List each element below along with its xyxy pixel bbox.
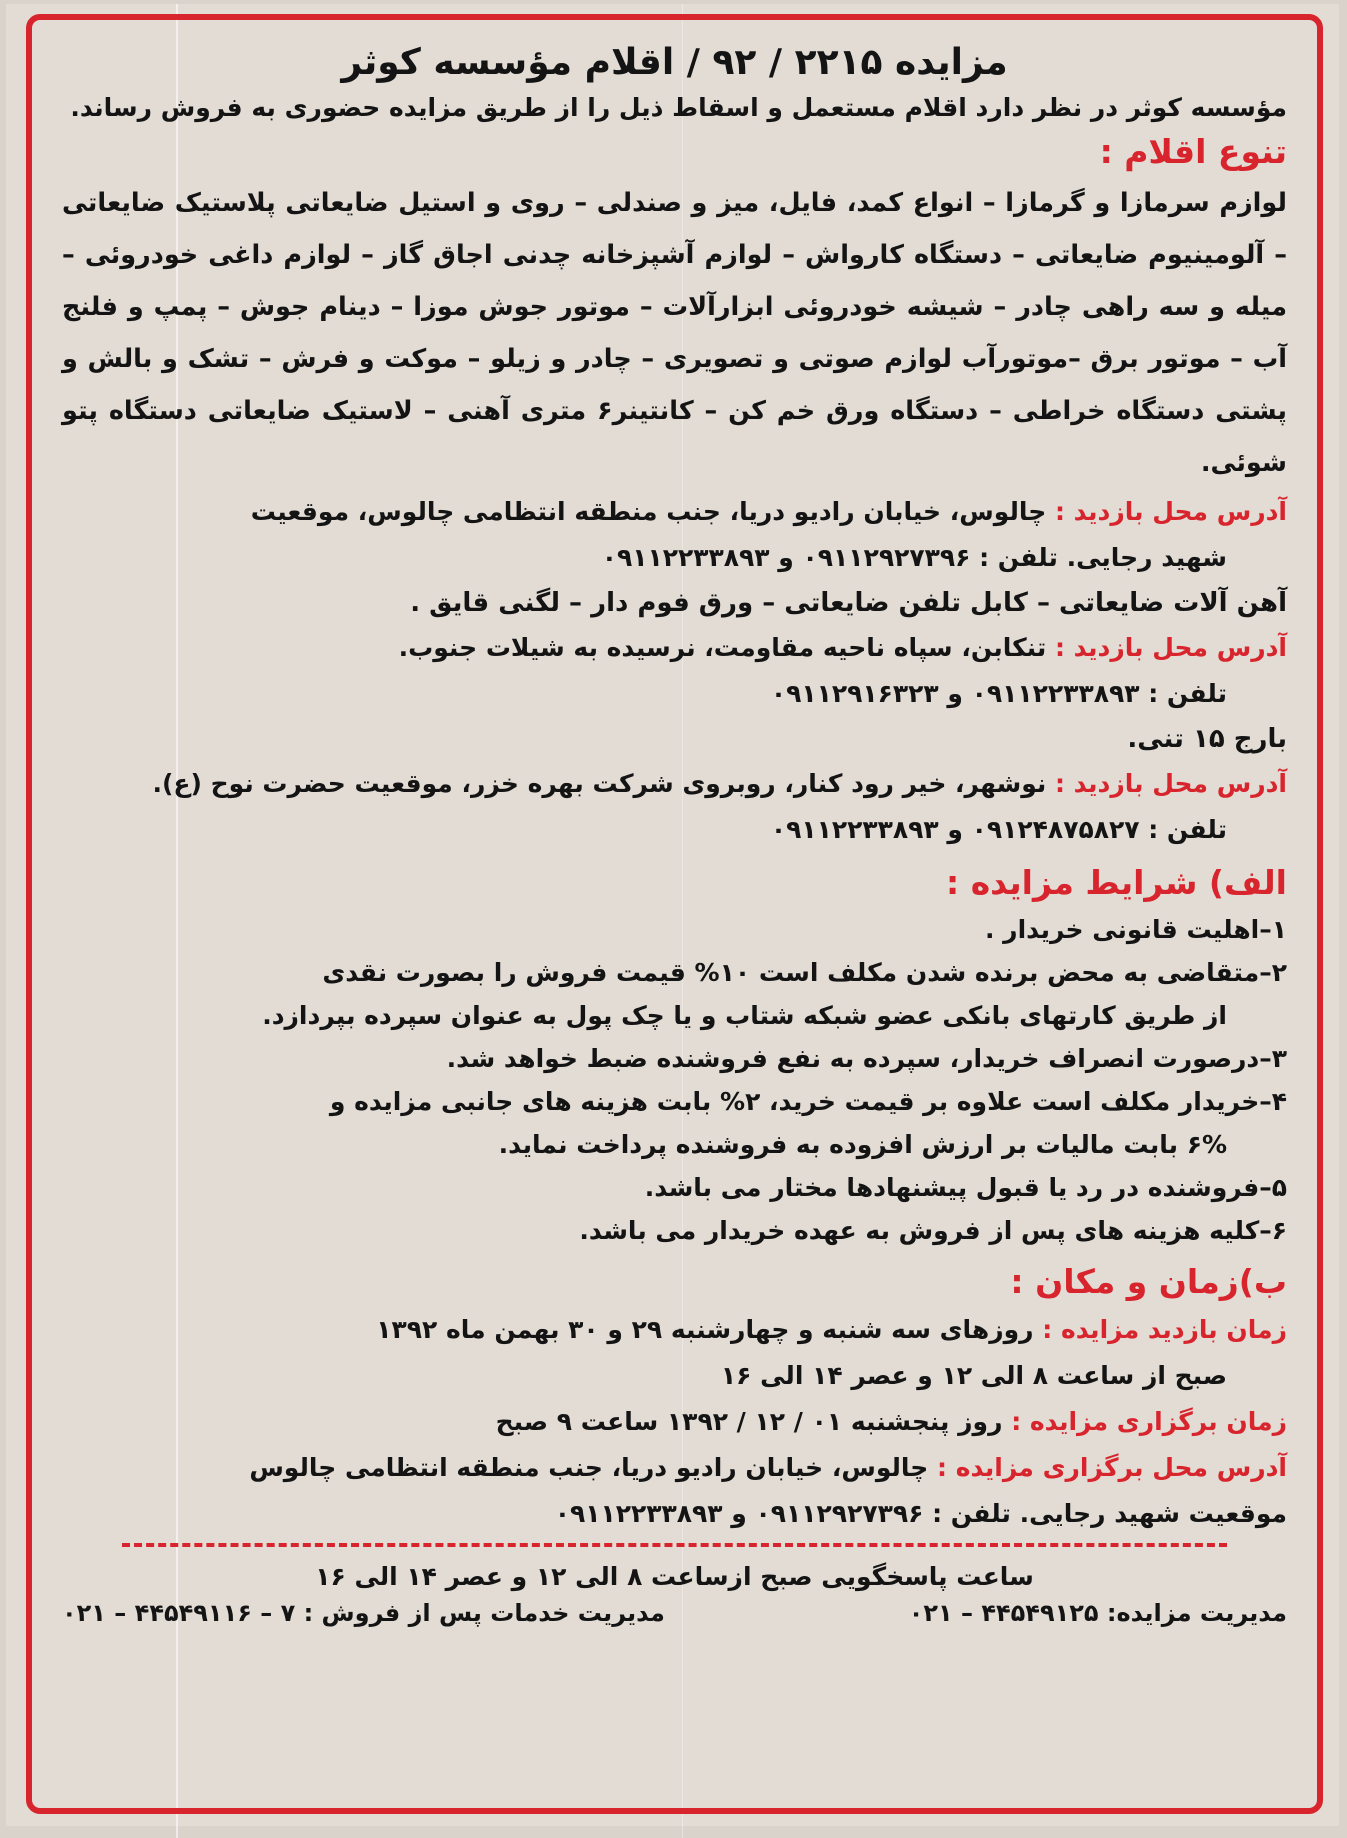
visit-address-text: نوشهر، خیر رود کنار، روبروی شرکت بهره خزر، موقعیت حضرت نوح (ع). [152, 769, 1047, 798]
newspaper-clipping [6, 4, 1339, 1826]
visit-time-text: روزهای سه شنبه و چهارشنبه ۲۹ و ۳۰ بهمن ماه ۱۳۹۲ [376, 1315, 1034, 1344]
dashed-divider [122, 1543, 1227, 1547]
advertisement-frame [26, 14, 1323, 1814]
auction-place-cont: موقعیت شهید رجایی. تلفن : ۰۹۱۱۲۹۲۷۳۹۶ و ۰۹۱۱۲۲۳۳۸۹۳ [554, 1499, 1287, 1528]
conditions-heading: الف) شرایط مزایده : [946, 863, 1287, 902]
response-hours: ساعت پاسخگویی صبح ازساعت ۸ الی ۱۲ و عصر ۱۴ الی ۱۶ [315, 1562, 1034, 1591]
visit-address-1 [62, 489, 1287, 581]
visit-address-label: آدرس محل بازدید : [1054, 769, 1287, 798]
visit-phone: تلفن : ۰۹۱۲۴۸۷۵۸۲۷ و ۰۹۱۱۲۲۳۳۸۹۳ [770, 815, 1227, 844]
visit-time-hours: صبح از ساعت ۸ الی ۱۲ و عصر ۱۴ الی ۱۶ [720, 1361, 1227, 1390]
condition-item-cont: ۶% بابت مالیات بر ارزش افزوده به فروشنده پرداخت نماید. [498, 1130, 1227, 1159]
visit-time [62, 1307, 1287, 1537]
conditions-list [62, 908, 1287, 1252]
auction-place-label: آدرس محل برگزاری مزایده : [937, 1453, 1287, 1482]
condition-item: ۱–اهلیت قانونی خریدار . [984, 915, 1287, 944]
contact-line [62, 1599, 1287, 1627]
ad-title: مزایده ۲۲۱۵ / ۹۲ / اقلام مؤسسه کوثر [341, 42, 1008, 83]
condition-item: ۶–کلیه هزینه های پس از فروش به عهده خریدار می باشد. [579, 1216, 1287, 1245]
visit-address-label: آدرس محل بازدید : [1054, 497, 1287, 526]
condition-item: ۴–خریدار مکلف است علاوه بر قیمت خرید، ۲% بابت هزینه های جانبی مزایده و [329, 1087, 1287, 1116]
auction-place-text: چالوس، خیابان رادیو دریا، جنب منطقه انتظامی چالوس [249, 1453, 929, 1482]
auction-time-text: روز پنجشنبه ۰۱ / ۱۲ / ۱۳۹۲ ساعت ۹ صبح [495, 1407, 1003, 1436]
visit-address-cont: شهید رجایی. تلفن : ۰۹۱۱۲۹۲۷۳۹۶ و ۰۹۱۱۲۲۳۳۸۹۳ [601, 543, 1227, 572]
visit-address-text: تنکابن، سپاه ناحیه مقاومت، نرسیده به شیلات جنوب. [398, 633, 1047, 662]
condition-item-cont: از طریق کارتهای بانکی عضو شبکه شتاب و یا چک پول به عنوان سپرده بپردازد. [262, 1001, 1227, 1030]
condition-item: ۲–متقاضی به محض برنده شدن مکلف است ۱۰% قیمت فروش را بصورت نقدی [322, 958, 1287, 987]
visit-time-label: زمان بازدید مزایده : [1042, 1315, 1287, 1344]
condition-item: ۵–فروشنده در رد یا قبول پیشنهادها مختار می باشد. [644, 1173, 1287, 1202]
time-place-heading: ب)زمان و مکان : [1010, 1262, 1287, 1301]
items-group-2: آهن آلات ضایعاتی – کابل تلفن ضایعاتی – ورق فوم دار – لگنی قایق . [410, 588, 1287, 618]
items-group-3: بارج ۱۵ تنی. [1127, 724, 1287, 754]
ad-intro: مؤسسه کوثر در نظر دارد اقلام مستعمل و اسقاط ذیل را از طریق مزایده حضوری به فروش رساند. [70, 93, 1287, 122]
condition-item: ۳–درصورت انصراف خریدار، سپرده به نفع فروشنده ضبط خواهد شد. [446, 1044, 1287, 1073]
visit-address-label: آدرس محل بازدید : [1054, 633, 1287, 662]
visit-address-2 [62, 625, 1287, 717]
items-heading: تنوع اقلام : [1099, 132, 1287, 171]
visit-address-text: چالوس، خیابان رادیو دریا، جنب منطقه انتظامی چالوس، موقعیت [250, 497, 1047, 526]
visit-address-3 [62, 761, 1287, 853]
auction-management-phone: مدیریت مزایده: ۴۴۵۴۹۱۲۵ – ۰۲۱ [908, 1599, 1287, 1627]
visit-phone: تلفن : ۰۹۱۱۲۲۳۳۸۹۳ و ۰۹۱۱۲۹۱۶۳۲۳ [770, 679, 1227, 708]
items-list: لوازم سرمازا و گرمازا – انواع کمد، فایل، میز و صندلی – روی و استیل ضایعاتی پلاستیک ضایعاتی – آلومینیوم ضایعاتی – دستگاه کارواش – لوازم آشپزخانه چدنی اجاق گاز – لوازم داغی خودروئی – میله و سه راهی چادر – شیشه خودروئی ابزارآلات – موتور جوش موزا – دینام جوش – پمپ و فلنج آب – موتور برق –موتورآب لوازم صوتی و تصویری – چادر و زیلو – موکت و فرش – تشک و بالش و پشتی دستگاه خراطی – دستگاه ورق خم کن – کانتینر۶ متری آهنی – لاستیک ضایعاتی دستگاه پتو شوئی. [62, 188, 1287, 478]
after-sales-phone: مدیریت خدمات پس از فروش : ۷ – ۴۴۵۴۹۱۱۶ – ۰۲۱ [62, 1599, 665, 1627]
auction-time-label: زمان برگزاری مزایده : [1011, 1407, 1287, 1436]
